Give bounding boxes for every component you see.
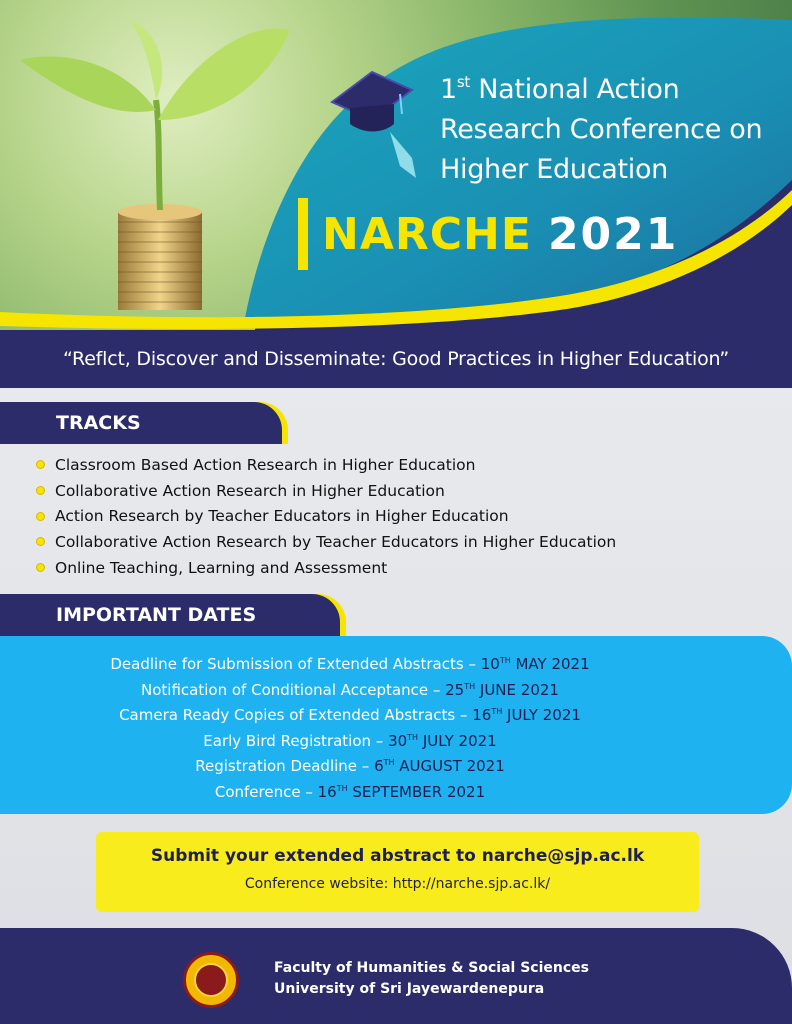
date-label: Conference – <box>214 782 318 801</box>
conference-website-text: Conference website: http://narche.sjp.ac.lk/ <box>244 876 551 892</box>
bullet-icon <box>36 537 45 546</box>
important-dates-heading-text: IMPORTANT DATES <box>56 604 257 626</box>
bullet-icon <box>36 486 45 495</box>
date-label: Camera Ready Copies of Extended Abstracts – <box>119 706 473 724</box>
title-ordinal-suffix: st <box>456 73 470 91</box>
title-line-1 <box>440 62 762 110</box>
coin-stack <box>118 204 202 310</box>
tracks-heading-text: TRACKS <box>56 412 141 434</box>
date-rest: SEPTEMBER 2021 <box>347 782 486 801</box>
date-day: 25 <box>445 680 465 699</box>
date-label: Registration Deadline – <box>195 757 375 775</box>
track-text: Collaborative Action Research by Teacher Educators in Higher Education <box>55 532 617 551</box>
tracks-list <box>36 452 616 580</box>
list-item <box>0 725 700 751</box>
list-item <box>36 452 616 478</box>
date-value <box>388 732 497 750</box>
date-value <box>318 783 486 801</box>
date-day: 6 <box>374 757 384 775</box>
title-line-2: Research Conference on <box>440 114 763 145</box>
tracks-heading <box>0 402 282 444</box>
list-item <box>36 555 616 581</box>
list-item <box>0 776 700 802</box>
date-day: 10 <box>480 655 500 673</box>
list-item <box>36 478 616 504</box>
submission-email-text: Submit your extended abstract to narche@sjp.ac.lk <box>150 846 645 866</box>
title-line-3: Higher Education <box>440 154 668 185</box>
theme-text: “Reflct, Discover and Disseminate: Good Practices in Higher Education” <box>62 348 729 370</box>
list-item <box>36 503 616 529</box>
plant-sprout <box>20 20 290 210</box>
submission-callout <box>96 832 699 912</box>
university-name: University of Sri Jayewardenepura <box>274 981 545 997</box>
date-suffix: TH <box>499 656 511 665</box>
date-rest: MAY 2021 <box>510 655 590 673</box>
faculty-name: Faculty of Humanities & Social Sciences <box>274 960 589 976</box>
seal-center <box>194 963 228 997</box>
date-value <box>481 655 590 673</box>
date-rest: JULY 2021 <box>418 731 497 750</box>
conference-logo-text <box>298 198 678 270</box>
university-seal-icon <box>183 952 239 1008</box>
bullet-icon <box>36 512 45 521</box>
conference-acronym: NARCHE <box>322 208 532 260</box>
date-day: 16 <box>317 782 337 801</box>
track-text: Collaborative Action Research in Higher Education <box>55 481 445 500</box>
date-rest: JUNE 2021 <box>475 680 559 699</box>
bullet-icon <box>36 563 45 572</box>
list-item <box>0 699 700 725</box>
track-text: Action Research by Teacher Educators in Higher Education <box>55 507 509 526</box>
date-value <box>472 706 581 724</box>
date-suffix: TH <box>407 732 419 742</box>
date-rest: AUGUST 2021 <box>394 757 505 775</box>
theme-banner <box>0 330 792 388</box>
date-value <box>374 757 505 775</box>
date-suffix: TH <box>336 783 348 793</box>
list-item <box>0 674 700 700</box>
track-text: Online Teaching, Learning and Assessment <box>55 558 388 577</box>
date-label: Notification of Conditional Acceptance – <box>141 680 446 699</box>
footer-organizer <box>274 958 589 1000</box>
date-value <box>445 681 559 699</box>
date-rest: JULY 2021 <box>502 706 581 724</box>
date-suffix: TH <box>464 681 476 691</box>
title-ordinal-number: 1 <box>440 74 457 105</box>
track-text: Classroom Based Action Research in Higher Education <box>55 455 476 474</box>
header-hero <box>0 0 792 330</box>
date-day: 30 <box>388 731 408 750</box>
conference-title <box>440 62 762 190</box>
list-item <box>0 750 700 776</box>
conference-year: 2021 <box>547 208 679 260</box>
date-suffix: TH <box>491 707 503 716</box>
important-dates-heading <box>0 594 340 636</box>
accent-bar <box>298 198 308 270</box>
date-suffix: TH <box>383 758 395 767</box>
title-line-1-text: National Action <box>470 74 680 105</box>
date-day: 16 <box>472 706 492 724</box>
date-label: Early Bird Registration – <box>203 731 389 750</box>
important-dates-list <box>0 648 700 801</box>
bullet-icon <box>36 460 45 469</box>
list-item <box>36 529 616 555</box>
date-label: Deadline for Submission of Extended Abstracts – <box>110 655 481 673</box>
list-item <box>0 648 700 674</box>
